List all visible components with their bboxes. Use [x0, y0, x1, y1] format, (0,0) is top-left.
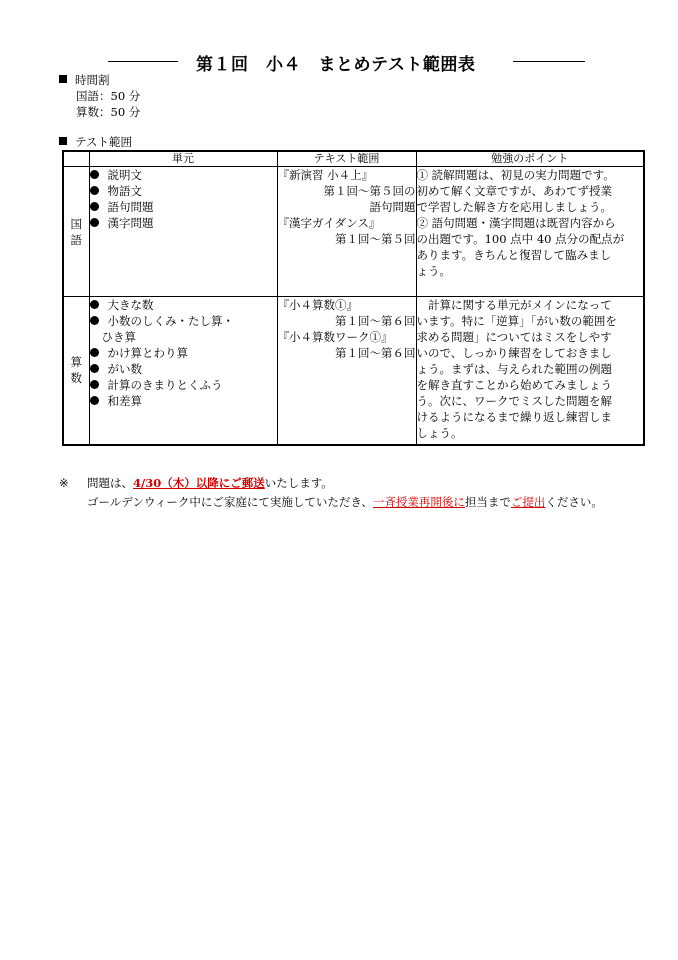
points-line: 求める問題」についてはミスをしやす: [416, 330, 612, 344]
text-range-cell: [277, 167, 416, 297]
list-item-continued: [90, 329, 277, 345]
square-bullet-icon: [59, 137, 67, 145]
points-line: 初めて解く文章ですが、あわてず授業: [416, 184, 612, 198]
subject-math: [63, 297, 89, 445]
unit-label: 語句問題: [107, 200, 154, 214]
bullet-icon: [90, 380, 99, 389]
list-item: [90, 361, 277, 377]
points-line: う。次に、ワークでミスした問題を解: [416, 394, 612, 408]
list-item: [90, 377, 277, 393]
unit-label: 小数のしくみ・たし算・: [107, 314, 234, 328]
page-title: 第１回 小４ まとめテスト範囲表: [196, 55, 476, 75]
points-line: います。特に「逆算」「がい数の範囲を: [416, 314, 617, 328]
bullet-icon: [90, 186, 99, 195]
test-section-label: テスト範囲: [75, 135, 133, 149]
header-unit: 単元: [89, 151, 277, 167]
time-item-math: 算数：50 分: [76, 105, 141, 119]
unit-label: かけ算とわり算: [107, 346, 188, 360]
points-cell: [416, 167, 644, 297]
text-range-line: 『小４算数ワーク①』: [277, 330, 393, 344]
points-line: あります。きちんと復習して臨みまし: [416, 248, 612, 262]
notice-line-1: [59, 474, 603, 493]
title-rule-left: [108, 61, 178, 62]
note-mark: ※: [59, 476, 69, 490]
text-range-cell: [277, 297, 416, 445]
time-section-heading: [59, 72, 110, 88]
points-line: ょう。まずは、与えられた範囲の例題: [416, 362, 612, 376]
bullet-icon: [90, 300, 99, 309]
unit-label: 物語文: [107, 184, 142, 198]
unit-label: がい数: [107, 362, 142, 376]
points-line: いので、しっかり練習をしておきまし: [416, 346, 612, 360]
points-cell: [416, 297, 644, 445]
square-bullet-icon: [59, 75, 67, 83]
bullet-icon: [90, 364, 99, 373]
time-section-label: 時間割: [75, 73, 110, 87]
text-range-line: 語句問題: [369, 200, 416, 214]
unit-list: [89, 167, 277, 297]
header-points: 勉強のポイント: [416, 151, 644, 167]
text-range-line: 第１回～第５回: [335, 232, 416, 246]
text-range-line: 第１回～第６回: [335, 346, 416, 360]
time-item-japanese: 国語：50 分: [76, 89, 141, 103]
notice-highlight: 一斉授業再開後に: [372, 495, 465, 509]
subject-japanese: [63, 167, 89, 297]
table-row: [63, 297, 644, 445]
unit-label: 和差算: [107, 394, 142, 408]
notice-text: いたします。: [264, 476, 333, 490]
text-range-line: 『小４算数①』: [277, 298, 358, 312]
bullet-icon: [90, 218, 99, 227]
unit-label: 計算のきまりとくふう: [107, 378, 223, 392]
title-rule-right: [513, 61, 585, 62]
list-item: [90, 183, 277, 199]
unit-label: 大きな数: [107, 298, 154, 312]
notice-text: ください。: [545, 495, 603, 509]
table-row: [63, 167, 644, 297]
points-line: の出題です。100 点中 40 点分の配点が: [416, 232, 625, 246]
text-range-line: 第１回～第６回: [335, 314, 416, 328]
points-line: けるようになるまで繰り返し練習しま: [416, 410, 612, 424]
notice-highlight: ご提出: [510, 495, 546, 509]
notice-text: ゴールデンウィーク中にご家庭にて実施していただき、: [87, 495, 373, 509]
points-line: を解き直すことから始めてみましょう: [416, 378, 612, 392]
list-item: [90, 199, 277, 215]
unit-label: 説明文: [107, 168, 142, 182]
points-line: しょう。: [416, 426, 463, 440]
notice-date-highlight: 4/30（木）以降にご郵送: [133, 476, 265, 490]
list-item: [90, 215, 277, 231]
points-line: ① 読解問題は、初見の実力問題です。: [416, 168, 615, 182]
title-row: [0, 50, 678, 75]
test-range-table: [62, 150, 645, 446]
unit-label: ひき算: [101, 330, 136, 344]
unit-list: [89, 297, 277, 445]
bullet-icon: [90, 348, 99, 357]
points-line: 計算に関する単元がメインになって: [416, 298, 612, 312]
bullet-icon: [90, 202, 99, 211]
list-item: [90, 393, 277, 409]
list-item: [90, 297, 277, 313]
bullet-icon: [90, 316, 99, 325]
subject-char: 数: [70, 371, 82, 386]
table-header-row: [63, 151, 644, 167]
header-subject: [63, 151, 89, 167]
subject-char: 国: [70, 216, 82, 231]
text-range-line: 第１回～第５回の: [323, 184, 416, 198]
unit-label: 漢字問題: [107, 216, 154, 230]
subject-char: 算: [70, 355, 82, 370]
notice-line-2: [59, 493, 603, 512]
points-line: で学習した解き方を応用しましょう。: [416, 200, 612, 214]
notice-text: 担当まで: [464, 495, 511, 509]
bullet-icon: [90, 396, 99, 405]
subject-char: 語: [70, 232, 82, 247]
points-line: ② 語句問題・漢字問題は既習内容から: [416, 216, 616, 230]
test-section-heading: [59, 134, 132, 150]
notice-text: 問題は、: [87, 476, 133, 490]
header-text-range: テキスト範囲: [277, 151, 416, 167]
list-item: [90, 313, 277, 329]
text-range-line: 『新演習 小４上』: [277, 168, 374, 182]
text-range-line: 『漢字ガイダンス』: [277, 216, 381, 230]
bullet-icon: [90, 170, 99, 179]
list-item: [90, 345, 277, 361]
notice: [59, 474, 603, 512]
list-item: [90, 167, 277, 183]
points-line: ょう。: [416, 264, 451, 278]
